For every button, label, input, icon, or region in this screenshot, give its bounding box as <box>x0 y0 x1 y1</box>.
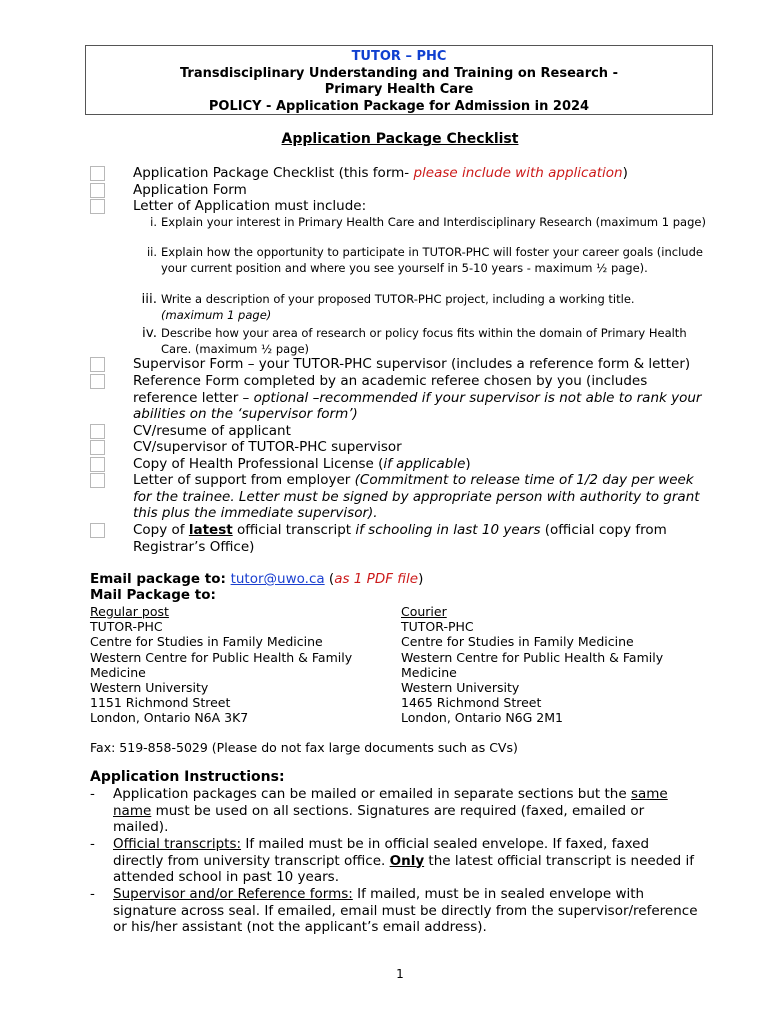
courier-address <box>401 604 691 726</box>
address-line: Medicine <box>401 664 457 680</box>
header-policy-title: POLICY - Application Package for Admission in 2024 <box>208 98 590 114</box>
courier-heading: Courier <box>401 604 447 619</box>
address-line: 1465 Richmond Street <box>401 695 542 711</box>
item-checklist-form: Application Package Checklist (this form- please include with application) <box>133 165 628 181</box>
item-employer-letter: Letter of support from employer (Commitment to release time of 1/2 day per week for the trainee. Letter must be signed by appropriate person with authority to grant this plus the immediate supervisor). <box>133 472 700 521</box>
address-line: 1151 Richmond Street <box>90 695 231 711</box>
document-header <box>85 45 713 115</box>
address-line: Centre for Studies in Family Medicine <box>90 634 323 650</box>
address-line: Western Centre for Public Health & Family <box>90 649 353 665</box>
checkbox-checklist-form[interactable] <box>90 166 105 181</box>
address-line: Centre for Studies in Family Medicine <box>401 634 634 650</box>
address-line: London, Ontario N6A 3K7 <box>90 710 249 726</box>
checklist-title: Application Package Checklist <box>281 131 519 147</box>
address-line: Western Centre for Public Health & Family <box>401 649 664 665</box>
checkbox-supervisor-form[interactable] <box>90 357 105 372</box>
regular-post-heading: Regular post <box>90 604 169 619</box>
checkbox-professional-license[interactable] <box>90 457 105 472</box>
email-package-line: Email package to: tutor@uwo.ca (as 1 PDF file) <box>90 571 424 587</box>
header-brand: TUTOR – PHC <box>351 49 447 64</box>
fax-line: Fax: 519-858-5029 (Please do not fax large documents such as CVs) <box>90 740 518 755</box>
item-reference-form: Reference Form completed by an academic referee chosen by you (includes reference letter – optional –recommended if your supervisor is not able to rank your abilities on the ‘supervisor form’) <box>133 373 702 422</box>
address-line: London, Ontario N6G 2M1 <box>401 710 563 726</box>
checkbox-letter-of-application[interactable] <box>90 199 105 214</box>
checkbox-employer-letter[interactable] <box>90 473 105 488</box>
address-line: TUTOR-PHC <box>401 619 474 635</box>
item-cv-applicant: CV/resume of applicant <box>133 423 291 439</box>
address-line: TUTOR-PHC <box>90 619 163 635</box>
email-link[interactable]: tutor@uwo.ca <box>230 571 325 587</box>
item-letter-of-application: Letter of Application must include: <box>133 198 367 214</box>
item-cv-supervisor: CV/supervisor of TUTOR-PHC supervisor <box>133 439 402 455</box>
header-program-subtitle: Primary Health Care <box>324 82 474 97</box>
address-line: Western University <box>90 680 209 696</box>
item-supervisor-form: Supervisor Form – your TUTOR-PHC supervisor (includes a reference form & letter) <box>133 356 691 372</box>
checkbox-reference-form[interactable] <box>90 374 105 389</box>
checkbox-transcript[interactable] <box>90 523 105 538</box>
checkbox-application-form[interactable] <box>90 183 105 198</box>
page-number: 1 <box>396 967 404 981</box>
header-program-title: Transdisciplinary Understanding and Training on Research - <box>179 65 618 81</box>
mail-package-heading: Mail Package to: <box>90 587 216 603</box>
checkbox-cv-applicant[interactable] <box>90 424 105 439</box>
document-page: TUTOR – PHC Transdisciplinary Understanding and Training on Research - Primary Health Care POLICY - Application Package for Admission in 2024 Application Package Checklist Application Package Checklist (this form- please include with application) Application Form Letter of Application must include: i. Explain your interest in Primary Health Care and Interdisciplinary Research (maximum 1 page) ii. Explain how the opportunity to participate in TUTOR-PHC will foster your career goals (include your current position and where you see yourself in 5-10 years - maximum ½ page). iii. Write a description of your proposed TUTOR-PHC project, including a working title. (maximum 1 page) iv. Describe how your area of research or policy focus fits within the domain of Primary Health Care. (maximum ½ page) Supervisor Form – your TUTOR-PHC supervisor (includes a reference form & letter) Reference Form completed by an academic referee chosen by you (includes reference letter – optional –recommended if your supervisor is not able to rank your abilities on the ‘supervisor form’) CV/resume of applicant CV/supervisor of TUTOR-PHC supervisor Copy of Health Professional License (if applicable) Letter of support from employer (Commitment to release time of 1/2 day per week for the trainee. Letter must be signed by appropriate person with authority to grant this plus the immediate supervisor). Copy of latest official transcript if schooling in last 10 years (official copy from Registrar’s Office) Email package to: tutor@uwo.ca (as 1 PDF file) Mail Package to: Regular post TUTOR-PHC Centre for Studies in Family Medicine Western Centre for Public Health & Family Medicine Western University 1151 Richmond Street London, Ontario N6A 3K7 Courier TUTOR-PHC Centre for Studies in Family Medicine Western Centre for Public Health & Family Medicine Western University 1465 Richmond Street London, Ontario N6G 2M1 Fax: 519-858-5029 (Please do not fax large documents such as CVs) Application Instructions: - Application packages can be mailed or emailed in separate sections but the same name must be used on all sections. Signatures are required (faxed, emailed or mailed). - Official transcripts: If mailed must be in official sealed envelope. If faxed, faxed directly from university transcript office. Only the latest official transcript is needed if attended school in past 10 years. - Supervisor and/or Reference forms: If mailed, must be in sealed envelope with signature across seal. If emailed, email must be directly from the supervisor/reference or his/her assistant (not the applicant’s email address). 1 <box>0 0 770 1024</box>
checkbox-cv-supervisor[interactable] <box>90 440 105 455</box>
address-line: Medicine <box>90 664 146 680</box>
regular-post-address <box>90 604 380 726</box>
item-transcript: Copy of latest official transcript if schooling in last 10 years (official copy from Registrar’s Office) <box>133 522 667 555</box>
item-application-form: Application Form <box>133 182 247 198</box>
instructions-heading: Application Instructions: <box>90 769 285 785</box>
address-line: Western University <box>401 680 520 696</box>
item-professional-license: Copy of Health Professional License (if applicable) <box>133 456 471 472</box>
